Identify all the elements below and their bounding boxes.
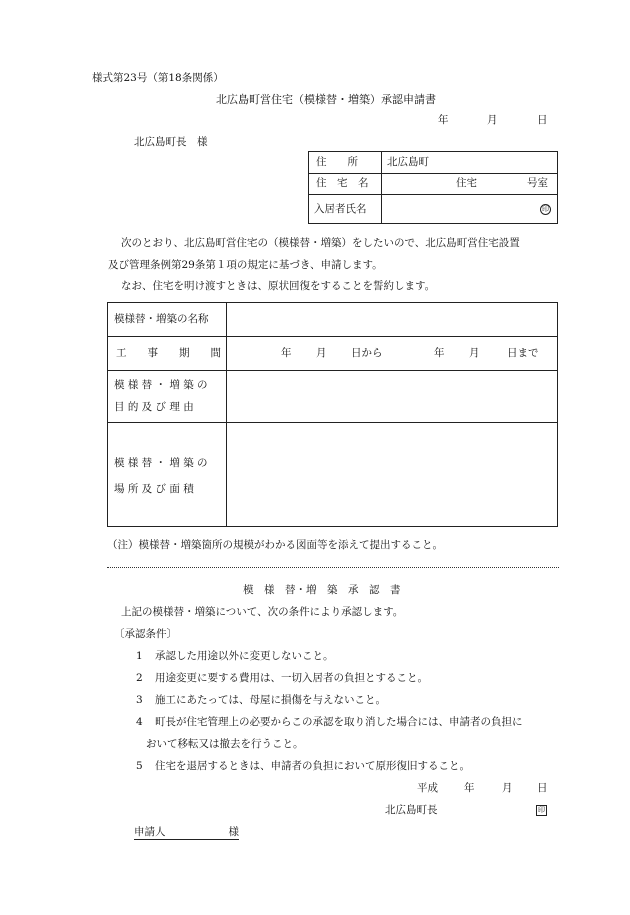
addressee: 北広島町長 様 [134, 136, 208, 148]
approval-title: 模 様 替・増 築 承 認 書 [243, 584, 401, 596]
period-to-day: 日まで [507, 347, 539, 359]
seal-icon: 印 [542, 205, 549, 213]
address-value[interactable]: 北広島町 [387, 156, 429, 168]
issuer-seal-icon: 印 [538, 806, 545, 814]
body-paragraph-1-line-2: 及び管理条例第29条第１項の規定に基づき、申請します。 [108, 259, 383, 271]
applicant-table-row-divider [308, 173, 558, 174]
applicant-table-col-divider [381, 151, 382, 224]
date-day: 日 [537, 114, 548, 126]
house-unit-jutaku: 住宅 [456, 177, 477, 189]
cut-line [107, 567, 559, 568]
applicant-table-row-divider [308, 194, 558, 195]
condition-text: 用途変更に要する費用は、一切入居者の負担とすること。 [155, 672, 428, 684]
date-year: 年 [438, 114, 449, 126]
approval-intro: 上記の模様替・増築について、次の条件により承認します。 [121, 606, 404, 618]
condition-number: 4 [136, 716, 143, 728]
approval-date-year: 年 [464, 782, 475, 794]
condition-number: 5 [136, 760, 143, 772]
condition-number: 1 [136, 650, 143, 662]
issuer: 北広島町長 [385, 804, 438, 816]
approval-date-month: 月 [502, 782, 513, 794]
purpose-label-line-2: 目 的 及 び 理 由 [114, 401, 194, 413]
condition-text: 施工にあたっては、母屋に損傷を与えないこと。 [155, 694, 386, 706]
period-from-year: 年 [281, 347, 292, 359]
body-paragraph-1-line-1: 次のとおり、北広島町営住宅の（模様替・増築）をしたいので、北広島町営住宅設置 [121, 237, 520, 249]
approval-date-era: 平成 [417, 782, 438, 794]
condition-number: 2 [136, 672, 143, 684]
date-month: 月 [487, 114, 498, 126]
condition-text: 住宅を退居するときは、申請者の負担において原形復旧すること。 [155, 760, 470, 772]
condition-text-continued: おいて移転又は撤去を行うこと。 [146, 738, 304, 750]
note: （注）模様替・増築箇所の規模がわかる図面等を添えて提出すること。 [107, 539, 443, 551]
page-title: 北広島町営住宅（模様替・増築）承認申請書 [216, 93, 436, 106]
condition-text: 承認した用途以外に変更しないこと。 [155, 650, 334, 662]
address-label: 住 所 [316, 156, 358, 168]
details-table-row-divider [107, 422, 558, 423]
approval-date-day: 日 [537, 782, 548, 794]
house-unit-goshitsu: 号室 [527, 177, 548, 189]
construction-period-label: 工 事 期 間 [116, 347, 221, 359]
period-to-year: 年 [434, 347, 445, 359]
purpose-label-line-1: 模 様 替 ・ 増 築 の [114, 379, 208, 391]
form-number: 様式第23号（第18条関係） [92, 72, 224, 84]
body-paragraph-2: なお、住宅を明け渡すときは、原状回復をすることを誓約します。 [121, 280, 436, 292]
period-from-month: 月 [316, 347, 327, 359]
period-from-day: 日から [351, 347, 383, 359]
recipient: 申請人 様 [134, 826, 239, 838]
resident-name-label: 入居者氏名 [314, 203, 367, 215]
renovation-name-label: 模様替・増築の名称 [114, 313, 209, 325]
details-table-col-divider [226, 302, 227, 527]
details-table-row-divider [107, 370, 558, 371]
condition-text: 町長が住宅管理上の必要からこの承認を取り消した場合には、申請者の負担に [155, 716, 523, 728]
conditions-heading: 〔承認条件〕 [114, 628, 177, 640]
period-to-month: 月 [469, 347, 480, 359]
details-table-row-divider [107, 336, 558, 337]
place-label-line-2: 場 所 及 び 面 積 [114, 483, 194, 495]
house-name-label: 住 宅 名 [316, 177, 369, 189]
condition-number: 3 [136, 694, 143, 706]
place-label-line-1: 模 様 替 ・ 増 築 の [114, 457, 208, 469]
